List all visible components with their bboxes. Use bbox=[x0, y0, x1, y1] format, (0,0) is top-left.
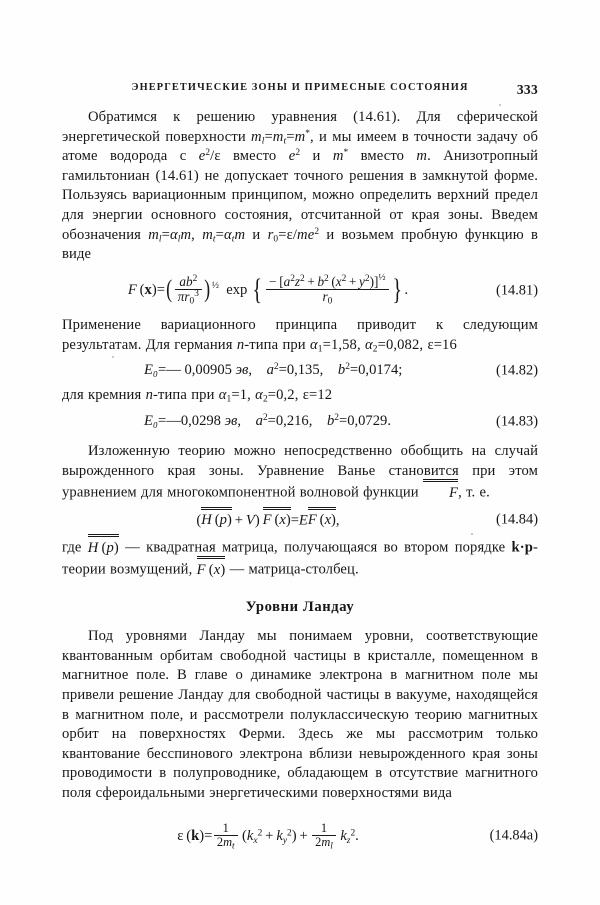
p1-seg-5: и bbox=[300, 148, 333, 165]
equation-14-81 bbox=[62, 272, 538, 308]
equation-14-81-tag: (14.81) bbox=[496, 282, 538, 298]
p2-seg-1: Применение вариационного принципа приводит к следующим результатам. Для германия bbox=[62, 317, 538, 353]
p5-seg-5: — матрица-столбец. bbox=[225, 561, 359, 578]
p1-seg-1: Обратимся к решению уравнения (14.61). Для сферической энергетической поверхности bbox=[62, 109, 538, 145]
eq-14-82-unit: эв bbox=[235, 362, 249, 379]
math-m-l-1: $m_l$ bbox=[251, 128, 265, 147]
math-k-dot-p: k·p bbox=[511, 539, 534, 556]
text-column bbox=[62, 108, 538, 850]
p5-seg-2: — квадратная матрица, получающаяся во втором порядке bbox=[118, 539, 512, 556]
eq-14-82-E0-value: — 0,00905 bbox=[166, 362, 232, 379]
math-n-type-1: n bbox=[236, 336, 245, 353]
paragraph-5 bbox=[62, 536, 538, 580]
math-epsilon-2: ε bbox=[302, 387, 310, 404]
eq-14-83-a2-value: 0,216 bbox=[275, 413, 309, 430]
running-head bbox=[62, 82, 538, 98]
math-e2-over-eps: $e^2$ bbox=[198, 148, 211, 165]
paragraph-3 bbox=[62, 386, 538, 406]
running-head-title: ЭНЕРГЕТИЧЕСКИЕ ЗОНЫ И ПРИМЕСНЫЕ СОСТОЯНИЯ bbox=[131, 82, 469, 93]
p3-seg-5: =12 bbox=[309, 387, 333, 404]
paragraph-4 bbox=[62, 442, 538, 503]
eq-14-83-unit: эв bbox=[224, 413, 238, 430]
paragraph-1: Обратимся к решению уравнения (14.61). Для сферической энергетической поверхности $m_l=m_t=m^*$, и мы имеем в точности задачу об атоме водорода с $e^2/\varepsilon$ вместо $e^2$ и m* вместо m. Анизотропный гамильтониан (14.61) не допускает точного решения в замкнутой форме. Пользуясь вариационным принципом, можно определить верхний предел для энергии основного состояния, отсчитанной от края зоны. Введем обозначения $m_l=\alpha_lm$, $m_t=\alpha_tm$ и $r_0=\varepsilon/me^2$ и возьмем пробную функцию в виде bbox=[62, 109, 538, 263]
math-n-type-2: n bbox=[145, 387, 154, 404]
p3-seg-3: =1, bbox=[231, 387, 256, 404]
math-m: m bbox=[416, 148, 428, 165]
p3-seg-2: -типа при bbox=[153, 387, 219, 404]
equation-14-83 bbox=[62, 412, 538, 431]
math-m-star: m* bbox=[294, 128, 311, 145]
p1-seg-2: , и мы имеем в точности задачу об атоме bbox=[62, 128, 538, 165]
p1-seg-4: вместо bbox=[220, 148, 289, 165]
eq-14-83-E0-value: —0,0298 bbox=[166, 413, 221, 430]
p2-seg-5: =16 bbox=[433, 336, 457, 353]
p5-seg-4: -теории возмущений, bbox=[62, 539, 538, 578]
p2-seg-3: =1,58, bbox=[322, 336, 366, 353]
section-heading: Уровни Ландау bbox=[245, 599, 355, 616]
p3-seg-1: для кремния bbox=[62, 387, 146, 404]
equation-14-84a-tag: (14.84a) bbox=[489, 827, 538, 844]
math-mt-alpha: $m_t$ bbox=[202, 226, 216, 245]
math-alpha-1: $\alpha_1$ bbox=[310, 336, 323, 355]
math-alpha-2b: $\alpha_2$ bbox=[255, 387, 268, 406]
p1-seg-8: , bbox=[191, 226, 203, 243]
eq-sign: = bbox=[264, 128, 273, 145]
page-number: 333 bbox=[516, 82, 538, 97]
math-ml-alpha: $m_l$ bbox=[148, 226, 162, 245]
p1-seg-6: вместо bbox=[348, 148, 417, 165]
p2-seg-2: -типа при bbox=[244, 336, 310, 353]
math-epsilon-1: ε bbox=[427, 336, 434, 353]
p1-seg-7: . Анизотропный гамильтониан (14.61) не допускает точного решения в замкнутой форме. Пользуясь вариационным принципом, можно определить верхний предел для энергии основного состояния, отсчитанной от края зоны. Введем обозначения bbox=[62, 148, 538, 243]
p1-seg-9: и bbox=[245, 226, 268, 243]
eq-14-83-b2-value: 0,0729 bbox=[347, 413, 388, 430]
math-H-doublebar: H (p) bbox=[88, 536, 119, 558]
equation-14-82-body: E₀=— 0,00905 эв, $a^2=0,135$, $b^2=0,0174$; bbox=[144, 362, 403, 379]
p1-seg-10: и возьмем пробную функцию в виде bbox=[62, 226, 538, 263]
math-alpha-2: $\alpha_2$ bbox=[365, 336, 378, 355]
math-r0: $r_0$ bbox=[267, 226, 279, 245]
equation-14-84-body: (H (p) + V) F (x)=EF (x), bbox=[62, 509, 538, 530]
equation-14-83-tag: (14.83) bbox=[496, 413, 538, 430]
p1-seg-3: водорода с bbox=[109, 148, 199, 165]
p5-seg-1: где bbox=[62, 539, 88, 556]
math-m-t-1: $m_t$ bbox=[272, 128, 287, 147]
equation-14-83-body: E₀=—0,0298 эв, $a^2=0,216$, $b^2=0,0729$. bbox=[144, 413, 391, 430]
math-F-doublebar-2: F (x) bbox=[197, 558, 226, 580]
equation-14-82-tag: (14.82) bbox=[496, 362, 538, 379]
math-m-star-2: m* bbox=[332, 148, 349, 165]
p4-seg-2: , т. е. bbox=[458, 484, 490, 501]
p2-seg-4: =0,082, bbox=[377, 336, 428, 353]
term1-fraction: $\frac{1}{2m_t}$ bbox=[214, 822, 238, 850]
p3-seg-4: =0,2, bbox=[267, 387, 303, 404]
math-e2: $e^2$ bbox=[288, 148, 301, 165]
equation-14-81-body: F (x)=( $\frac{ab^2}{\pi r_0^3}$ )$^{\frac{1}{2}}$ exp { $\frac{- [a^2z^2 + b^2 (x^2 + y^2)]^{\frac{1}{2}}}{r_0}$ } . bbox=[127, 272, 409, 308]
prefactor-fraction: $\frac{ab^2}{\pi r_0^3}$ bbox=[175, 275, 202, 305]
p4-seg-1: Изложенную теорию можно непосредственно обобщить на случай вырожденного края зоны. Уравнение Ванье становится при этом уравнением для многокомпонентной волновой функции bbox=[62, 443, 538, 501]
equation-14-84 bbox=[62, 509, 538, 530]
equation-14-84-tag: (14.84) bbox=[496, 511, 538, 528]
term2-fraction: $\frac{1}{2m_l}$ bbox=[312, 822, 336, 850]
scan-speck bbox=[499, 104, 501, 106]
equation-14-84a-body: ε (k)= $\frac{1}{2m_t}$ $(k_x^2 + k_y^2)$ + $\frac{1}{2m_l}$ $k_z^2$. bbox=[177, 820, 359, 852]
paragraph-6: Под уровнями Ландау мы понимаем уровни, соответствующие квантованным орбитам свободной частицы в кристалле, помещенном в магнитное поле. В главе о динамике электрона в магнитном поле мы привели решение Ландау для свободной частицы в вакууме, находящейся в магнитном поле, и рассмотрели полуклассическую теорию магнитных орбит на поверхностях Ферми. Здесь же мы рассмотрим только квантование бесспинового электрона вблизи невырожденного края зоны проводимости в полупроводнике, обладающем в отсутствие магнитного поля сфероидальными энергетическими поверхностями вида bbox=[62, 628, 538, 801]
eq-14-82-b2-value: 0,0174 bbox=[358, 362, 399, 379]
paragraph-2 bbox=[62, 316, 538, 355]
math-alpha-1b: $\alpha_1$ bbox=[218, 387, 232, 406]
math-F-doublebar-1: F bbox=[423, 481, 458, 503]
equation-14-82 bbox=[62, 361, 538, 380]
equation-14-84a bbox=[62, 820, 538, 852]
eq-14-82-a2-value: 0,135 bbox=[286, 362, 320, 379]
exponent-fraction: $\frac{- [a^2z^2 + b^2 (x^2 + y^2)]^{\frac{1}{2}}}{r_0}$ bbox=[266, 275, 388, 305]
